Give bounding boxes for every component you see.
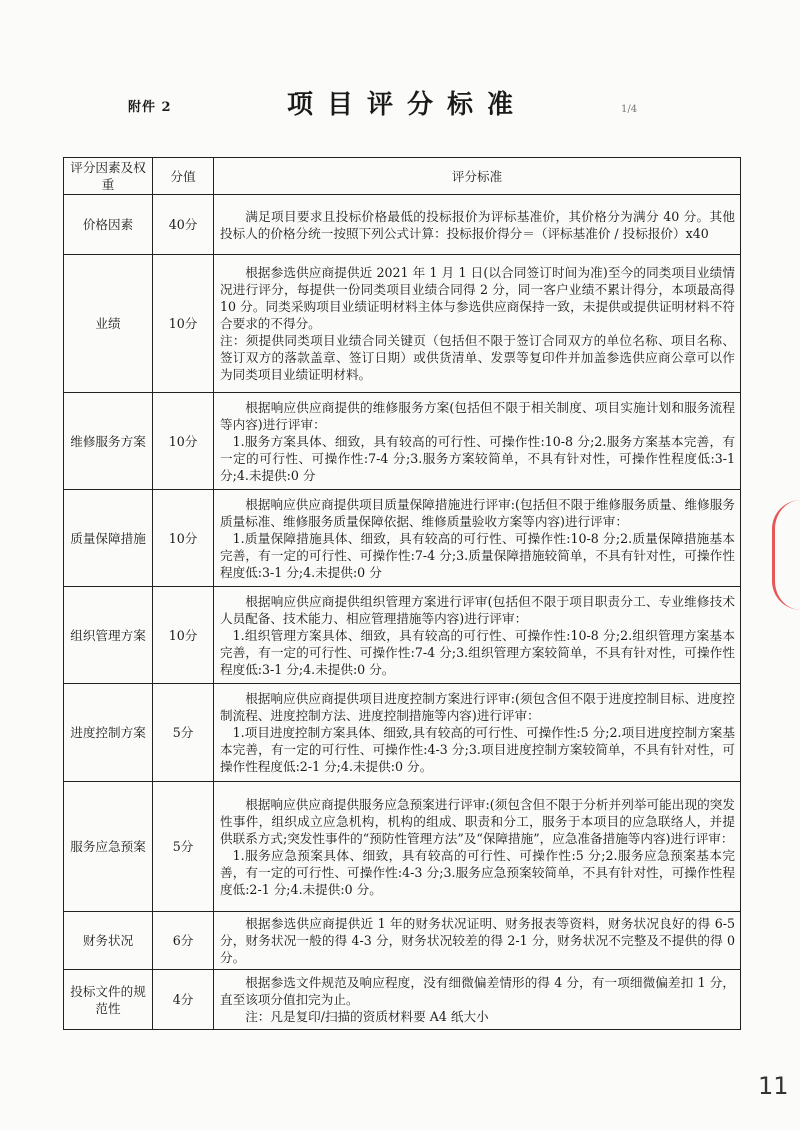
criteria-text: 根据响应供应商提供的维修服务方案(包括但不限于相关制度、项目实施计划和服务流程等内容)进行评审： (220, 399, 735, 432)
points-cell: 6分 (153, 912, 214, 970)
criteria-text: 根据响应供应商提供项目进度控制方案进行评审:(须包含但不限于进度控制目标、进度控制流程、进度控制方法、进度控制措施等内容)进行评审： (220, 691, 735, 723)
table-header-row (64, 158, 741, 195)
criteria-grading: 1.质量保障措施具体、细致，具有较高的可行性、可操作性:10-8 分;2.质量保障措施基本完善，有一定的可行性、可操作性:7-4 分;3.质量保障措施较简单，不具有针对性，可操作性程度低:3-1 分;4.未提供:0 分 (220, 530, 735, 580)
points-cell: 10分 (153, 255, 214, 393)
stamp-mark: 1/4 (621, 104, 638, 115)
red-seal-fragment (772, 500, 800, 610)
criteria-grading: 1.项目进度控制方案具体、细致,具有较高的可行性、可操作性:5 分;2.项目进度控制方案基本完善，有一定的可行性、可操作性:4-3 分;3.项目进度控制方案较简单，不具有针对性，可操作性程度低:2-1 分;4.未提供:0 分。 (220, 725, 735, 774)
criteria-cell (214, 393, 741, 490)
criteria-cell (214, 587, 741, 684)
criteria-text: 根据参选供应商提供近 1 年的财务状况证明、财务报表等资料，财务状况良好的得 6-5 分，财务状况一般的得 4-3 分，财务状况较差的得 2-1 分，财务状况不完整及不提供的得 0 分。 (220, 916, 735, 965)
criteria-cell (214, 684, 741, 782)
page-title: 项目评分标准 (286, 90, 527, 120)
criteria-cell (214, 912, 741, 970)
table-row (64, 195, 741, 255)
factor-cell: 服务应急预案 (64, 782, 153, 912)
scoring-table (63, 157, 741, 1030)
factor-cell: 业绩 (64, 255, 153, 393)
points-cell: 4分 (153, 970, 214, 1030)
table-row (64, 912, 741, 970)
criteria-text: 根据响应供应商提供服务应急预案进行评审:(须包含但不限于分析并列举可能出现的突发性事件，组织成立应急机构，机构的组成、职责和分工，服务于本项目的应急联络人，并提供联系方式;突发性事件的“预防性管理方法”及“保障措施”，应急准备措施等内容)进行评审： (220, 796, 735, 846)
table-row (64, 782, 741, 912)
criteria-text: 根据响应供应商提供项目质量保障措施进行评审:(包括但不限于维修服务质量、维修服务质量标准、维修服务质量保障依据、维修质量验收方案等内容)进行评审： (220, 496, 735, 529)
factor-cell: 维修服务方案 (64, 393, 153, 490)
points-cell: 5分 (153, 684, 214, 782)
criteria-cell (214, 970, 741, 1030)
table-row (64, 490, 741, 587)
criteria-cell (214, 490, 741, 587)
header-criteria: 评分标准 (214, 158, 741, 195)
criteria-cell (214, 255, 741, 393)
criteria-cell (214, 195, 741, 255)
criteria-note: 注：凡是复印/扫描的资质材料要 A4 纸大小 (245, 1009, 489, 1024)
factor-cell: 进度控制方案 (64, 684, 153, 782)
factor-cell: 投标文件的规范性 (64, 970, 153, 1030)
points-cell: 5分 (153, 782, 214, 912)
criteria-text: 满足项目要求且投标价格最低的投标报价为评标基准价，其价格分为满分 40 分。其他投标人的价格分统一按照下列公式计算：投标报价得分＝（评标基准价 / 投标报价）x40 (220, 208, 735, 241)
points-cell: 10分 (153, 490, 214, 587)
criteria-note: 注：须提供同类项目业绩合同关键页（包括但不限于签订合同双方的单位名称、项目名称、签订双方的落款盖章、签订日期）或供货清单、发票等复印件并加盖参选供应商公章可以作为同类项目业绩证明材料。 (220, 333, 735, 382)
criteria-text: 根据响应供应商提供组织管理方案进行评审(包括但不限于项目职责分工、专业维修技术人员配备、技术能力、相应管理措施等内容)进行评审： (220, 593, 735, 626)
criteria-grading: 1.服务应急预案具体、细致，具有较高的可行性、可操作性:5 分;2.服务应急预案基本完善，有一定的可行性、可操作性:4-3 分;3.服务应急预案较简单，不具有针对性，可操作性程度低:2-1 分;4.未提供:0 分。 (220, 847, 735, 897)
points-cell: 10分 (153, 393, 214, 490)
table-row (64, 684, 741, 782)
factor-cell: 财务状况 (64, 912, 153, 970)
factor-cell: 质量保障措施 (64, 490, 153, 587)
table-row (64, 255, 741, 393)
points-cell: 10分 (153, 587, 214, 684)
criteria-text: 根据参选供应商提供近 2021 年 1 月 1 日(以合同签订时间为准)至今的同类项目业绩情况进行评分，每提供一份同类项目业绩合同得 2 分，同一客户业绩不累计得分，本项最高得 10 分。同类采购项目业绩证明材料主体与参选供应商保持一致，未提供或提供证明材料不符合要求的不得分。 (220, 265, 735, 331)
table-row (64, 587, 741, 684)
criteria-cell (214, 782, 741, 912)
factor-cell: 组织管理方案 (64, 587, 153, 684)
points-cell: 40分 (153, 195, 214, 255)
header-points: 分值 (153, 158, 214, 195)
table-row (64, 970, 741, 1030)
attachment-label: 附件 2 (128, 100, 172, 115)
criteria-grading: 1.服务方案具体、细致，具有较高的可行性、可操作性:10-8 分;2.服务方案基本完善，有一定的可行性、可操作性:7-4 分;3.服务方案较简单，不具有针对性，可操作性程度低:3-1 分;4.未提供:0 分 (220, 433, 735, 483)
factor-cell: 价格因素 (64, 195, 153, 255)
criteria-grading: 1.组织管理方案具体、细致，具有较高的可行性、可操作性:10-8 分;2.组织管理方案基本完善，有一定的可行性、可操作性:7-4 分;3.组织管理方案较简单，不具有针对性，可操作性程度低:3-1 分;4.未提供:0 分。 (220, 627, 735, 677)
header-factor: 评分因素及权重 (64, 158, 153, 195)
table-row (64, 393, 741, 490)
page-number: 11 (758, 1072, 789, 1100)
criteria-text: 根据参选文件规范及响应程度，没有细微偏差情形的得 4 分，有一项细微偏差扣 1 分，直至该项分值扣完为止。 (220, 975, 735, 1007)
